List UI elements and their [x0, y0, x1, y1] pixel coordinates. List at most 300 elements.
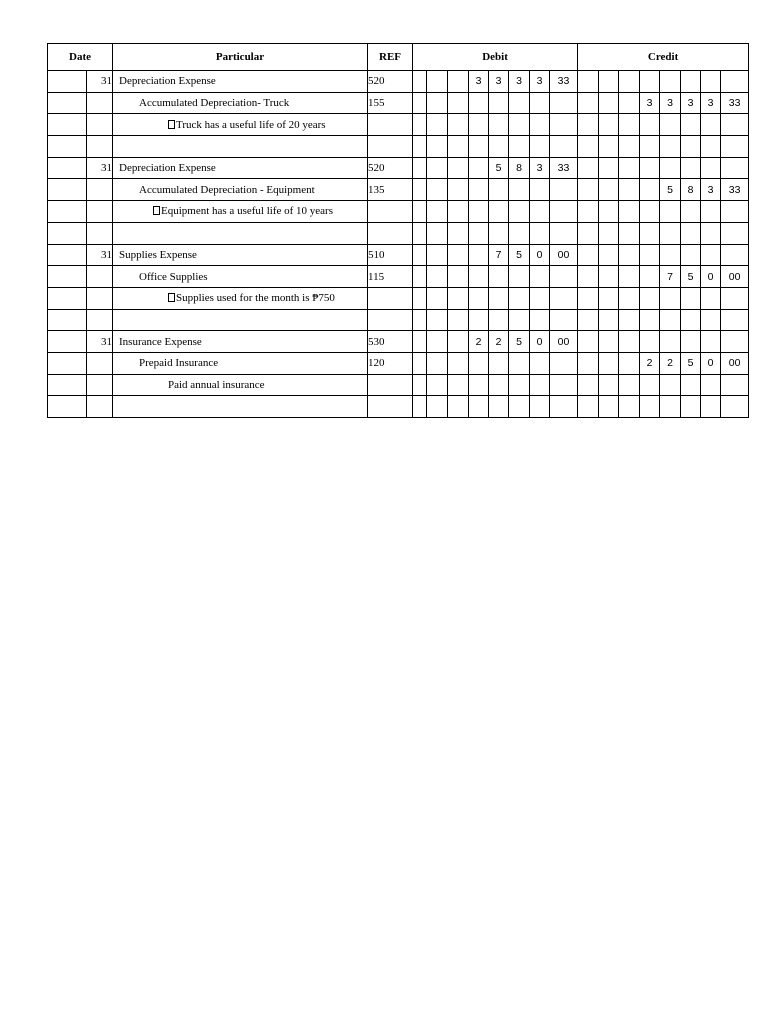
- journal-row: [48, 201, 749, 223]
- month-cell: [48, 201, 87, 223]
- debit-cents-cell: 33: [550, 157, 578, 179]
- debit-digit-cell: [448, 136, 469, 158]
- credit-digit-cell: [660, 309, 681, 331]
- day-cell: [87, 136, 113, 158]
- bullet-box-icon: [168, 293, 175, 302]
- credit-digit-cell: [701, 136, 721, 158]
- debit-digit-cell: [489, 396, 509, 418]
- debit-cents-cell: [550, 179, 578, 201]
- credit-digit-cell: [701, 71, 721, 93]
- ref-cell: [368, 114, 413, 136]
- particular-cell: [113, 287, 368, 309]
- month-cell: [48, 71, 87, 93]
- debit-digit-cell: [448, 157, 469, 179]
- debit-digit-cell: [530, 396, 550, 418]
- debit-digit-cell: 3: [530, 157, 550, 179]
- particular-text: Equipment has a useful life of 10 years: [161, 205, 333, 218]
- journal-row: [48, 71, 749, 93]
- debit-digit-cell: [469, 114, 489, 136]
- debit-digit-cell: 0: [530, 244, 550, 266]
- debit-digit-cell: [530, 266, 550, 288]
- debit-digit-cell: [469, 136, 489, 158]
- credit-cents-cell: [721, 157, 749, 179]
- debit-digit-cell: [448, 222, 469, 244]
- credit-digit-cell: [578, 179, 599, 201]
- debit-digit-cell: 3: [530, 71, 550, 93]
- credit-digit-cell: [660, 136, 681, 158]
- credit-digit-cell: [701, 201, 721, 223]
- credit-digit-cell: [660, 244, 681, 266]
- debit-cents-cell: [550, 374, 578, 396]
- journal-row: [48, 331, 749, 353]
- day-cell: [87, 179, 113, 201]
- debit-digit-cell: [413, 352, 427, 374]
- debit-digit-cell: [530, 114, 550, 136]
- credit-digit-cell: 3: [681, 92, 701, 114]
- credit-digit-cell: [640, 157, 660, 179]
- debit-digit-cell: 3: [469, 71, 489, 93]
- debit-digit-cell: [427, 222, 448, 244]
- debit-digit-cell: [530, 222, 550, 244]
- particular-cell: [113, 374, 368, 396]
- debit-digit-cell: [489, 114, 509, 136]
- journal-row: [48, 352, 749, 374]
- debit-digit-cell: [413, 222, 427, 244]
- credit-digit-cell: [681, 136, 701, 158]
- credit-digit-cell: [599, 114, 619, 136]
- credit-cents-cell: [721, 201, 749, 223]
- debit-digit-cell: [427, 287, 448, 309]
- day-cell: [87, 92, 113, 114]
- header-credit: Credit: [578, 44, 749, 71]
- debit-digit-cell: [489, 201, 509, 223]
- credit-digit-cell: [599, 201, 619, 223]
- credit-digit-cell: [619, 331, 640, 353]
- debit-digit-cell: [489, 179, 509, 201]
- credit-digit-cell: [660, 396, 681, 418]
- debit-digit-cell: [413, 309, 427, 331]
- credit-cents-cell: [721, 71, 749, 93]
- credit-cents-cell: 00: [721, 266, 749, 288]
- credit-cents-cell: [721, 396, 749, 418]
- particular-text: Prepaid Insurance: [139, 357, 219, 370]
- day-cell: [87, 222, 113, 244]
- debit-digit-cell: [530, 201, 550, 223]
- credit-digit-cell: [701, 222, 721, 244]
- credit-digit-cell: [681, 244, 701, 266]
- particular-text: Accumulated Depreciation - Equipment: [139, 183, 315, 196]
- debit-digit-cell: 2: [489, 331, 509, 353]
- credit-digit-cell: [619, 71, 640, 93]
- credit-cents-cell: 33: [721, 92, 749, 114]
- journal-row: [48, 309, 749, 331]
- ref-cell: [368, 136, 413, 158]
- credit-digit-cell: 3: [701, 92, 721, 114]
- ref-cell: [368, 396, 413, 418]
- credit-digit-cell: [681, 157, 701, 179]
- debit-digit-cell: [427, 201, 448, 223]
- debit-digit-cell: [413, 136, 427, 158]
- debit-digit-cell: [509, 287, 530, 309]
- journal-table: [47, 43, 749, 418]
- credit-digit-cell: [640, 136, 660, 158]
- ref-cell: 155: [368, 92, 413, 114]
- ref-cell: 135: [368, 179, 413, 201]
- credit-digit-cell: [619, 179, 640, 201]
- credit-digit-cell: [701, 114, 721, 136]
- credit-digit-cell: [578, 92, 599, 114]
- journal-row: [48, 244, 749, 266]
- header-ref: REF: [368, 44, 413, 71]
- month-cell: [48, 266, 87, 288]
- particular-text: Accumulated Depreciation- Truck: [139, 97, 290, 110]
- credit-digit-cell: 0: [701, 266, 721, 288]
- credit-cents-cell: [721, 244, 749, 266]
- debit-digit-cell: [427, 396, 448, 418]
- credit-digit-cell: 3: [640, 92, 660, 114]
- debit-digit-cell: [469, 309, 489, 331]
- month-cell: [48, 287, 87, 309]
- debit-digit-cell: [469, 374, 489, 396]
- header-date: Date: [48, 44, 113, 71]
- credit-digit-cell: [578, 287, 599, 309]
- debit-cents-cell: [550, 92, 578, 114]
- credit-digit-cell: 5: [660, 179, 681, 201]
- debit-digit-cell: [509, 92, 530, 114]
- debit-cents-cell: [550, 136, 578, 158]
- debit-digit-cell: 7: [489, 244, 509, 266]
- ref-cell: [368, 201, 413, 223]
- credit-digit-cell: [599, 287, 619, 309]
- credit-digit-cell: [599, 71, 619, 93]
- particular-cell: [113, 92, 368, 114]
- credit-digit-cell: 8: [681, 179, 701, 201]
- credit-digit-cell: [599, 374, 619, 396]
- debit-digit-cell: [509, 352, 530, 374]
- month-cell: [48, 222, 87, 244]
- credit-cents-cell: [721, 222, 749, 244]
- credit-digit-cell: [640, 266, 660, 288]
- day-cell: 31: [87, 331, 113, 353]
- debit-digit-cell: [469, 396, 489, 418]
- month-cell: [48, 244, 87, 266]
- credit-digit-cell: [578, 157, 599, 179]
- credit-digit-cell: [681, 114, 701, 136]
- credit-digit-cell: [701, 331, 721, 353]
- credit-digit-cell: 5: [681, 352, 701, 374]
- debit-digit-cell: [489, 222, 509, 244]
- credit-digit-cell: 3: [660, 92, 681, 114]
- debit-digit-cell: [448, 179, 469, 201]
- debit-cents-cell: [550, 352, 578, 374]
- debit-digit-cell: [469, 201, 489, 223]
- debit-digit-cell: [413, 396, 427, 418]
- credit-digit-cell: [681, 374, 701, 396]
- debit-cents-cell: [550, 114, 578, 136]
- credit-cents-cell: [721, 309, 749, 331]
- particular-cell: [113, 244, 368, 266]
- credit-digit-cell: [619, 222, 640, 244]
- debit-digit-cell: 0: [530, 331, 550, 353]
- particular-text: Supplies used for the month is ₱750: [176, 292, 335, 305]
- credit-digit-cell: [640, 114, 660, 136]
- journal-row: [48, 92, 749, 114]
- credit-cents-cell: [721, 136, 749, 158]
- credit-digit-cell: [660, 287, 681, 309]
- credit-digit-cell: [599, 136, 619, 158]
- debit-digit-cell: [413, 179, 427, 201]
- ref-cell: 520: [368, 157, 413, 179]
- credit-digit-cell: [619, 114, 640, 136]
- particular-cell: [113, 396, 368, 418]
- journal-row: [48, 287, 749, 309]
- credit-digit-cell: [701, 157, 721, 179]
- debit-digit-cell: [427, 136, 448, 158]
- debit-digit-cell: [530, 374, 550, 396]
- debit-digit-cell: [413, 244, 427, 266]
- journal-row: [48, 396, 749, 418]
- header-row: [48, 44, 749, 71]
- day-cell: [87, 114, 113, 136]
- credit-digit-cell: [578, 136, 599, 158]
- credit-digit-cell: [660, 201, 681, 223]
- debit-digit-cell: [469, 157, 489, 179]
- credit-digit-cell: [578, 309, 599, 331]
- ref-cell: [368, 309, 413, 331]
- bullet-box-icon: [168, 120, 175, 129]
- credit-digit-cell: [660, 374, 681, 396]
- journal-row: [48, 157, 749, 179]
- debit-digit-cell: [509, 201, 530, 223]
- particular-text: Supplies Expense: [119, 248, 197, 261]
- credit-digit-cell: [701, 396, 721, 418]
- credit-digit-cell: [681, 222, 701, 244]
- credit-digit-cell: [640, 309, 660, 331]
- credit-digit-cell: [599, 244, 619, 266]
- debit-digit-cell: [413, 114, 427, 136]
- credit-digit-cell: [578, 266, 599, 288]
- header-debit: Debit: [413, 44, 578, 71]
- debit-digit-cell: [448, 331, 469, 353]
- debit-digit-cell: [530, 179, 550, 201]
- day-cell: 31: [87, 71, 113, 93]
- credit-digit-cell: [660, 331, 681, 353]
- debit-digit-cell: 3: [509, 71, 530, 93]
- ref-cell: 115: [368, 266, 413, 288]
- credit-digit-cell: [640, 222, 660, 244]
- particular-cell: [113, 331, 368, 353]
- debit-digit-cell: 5: [509, 331, 530, 353]
- debit-digit-cell: [413, 374, 427, 396]
- month-cell: [48, 352, 87, 374]
- debit-cents-cell: [550, 396, 578, 418]
- debit-digit-cell: [509, 374, 530, 396]
- credit-digit-cell: [619, 309, 640, 331]
- debit-digit-cell: [448, 374, 469, 396]
- debit-digit-cell: [427, 266, 448, 288]
- ref-cell: 120: [368, 352, 413, 374]
- debit-digit-cell: [413, 157, 427, 179]
- debit-digit-cell: [448, 114, 469, 136]
- month-cell: [48, 331, 87, 353]
- debit-cents-cell: [550, 222, 578, 244]
- credit-digit-cell: [640, 244, 660, 266]
- debit-digit-cell: [489, 136, 509, 158]
- credit-digit-cell: [701, 374, 721, 396]
- debit-digit-cell: [448, 352, 469, 374]
- ref-cell: 530: [368, 331, 413, 353]
- debit-digit-cell: [427, 71, 448, 93]
- debit-digit-cell: [448, 309, 469, 331]
- debit-digit-cell: 5: [509, 244, 530, 266]
- credit-digit-cell: [599, 179, 619, 201]
- particular-cell: [113, 179, 368, 201]
- credit-digit-cell: [660, 114, 681, 136]
- debit-digit-cell: [427, 352, 448, 374]
- debit-digit-cell: [427, 309, 448, 331]
- debit-digit-cell: [427, 114, 448, 136]
- debit-digit-cell: [469, 266, 489, 288]
- particular-text: Insurance Expense: [119, 335, 202, 348]
- debit-digit-cell: 8: [509, 157, 530, 179]
- debit-digit-cell: 2: [469, 331, 489, 353]
- debit-digit-cell: [427, 92, 448, 114]
- debit-digit-cell: [469, 287, 489, 309]
- credit-digit-cell: [578, 222, 599, 244]
- credit-digit-cell: [599, 352, 619, 374]
- credit-digit-cell: [599, 331, 619, 353]
- debit-cents-cell: [550, 309, 578, 331]
- day-cell: 31: [87, 157, 113, 179]
- debit-digit-cell: [413, 71, 427, 93]
- particular-cell: [113, 201, 368, 223]
- debit-digit-cell: [448, 71, 469, 93]
- ref-cell: 520: [368, 71, 413, 93]
- credit-digit-cell: [619, 266, 640, 288]
- credit-digit-cell: [681, 71, 701, 93]
- debit-cents-cell: 00: [550, 331, 578, 353]
- credit-digit-cell: [619, 136, 640, 158]
- debit-digit-cell: [448, 396, 469, 418]
- debit-digit-cell: [427, 244, 448, 266]
- debit-digit-cell: [489, 374, 509, 396]
- day-cell: [87, 266, 113, 288]
- month-cell: [48, 92, 87, 114]
- month-cell: [48, 374, 87, 396]
- particular-cell: [113, 136, 368, 158]
- credit-digit-cell: 5: [681, 266, 701, 288]
- credit-digit-cell: [619, 374, 640, 396]
- particular-cell: [113, 352, 368, 374]
- day-cell: 31: [87, 244, 113, 266]
- debit-digit-cell: [448, 92, 469, 114]
- debit-digit-cell: [469, 222, 489, 244]
- day-cell: [87, 201, 113, 223]
- credit-digit-cell: [578, 71, 599, 93]
- credit-digit-cell: [681, 287, 701, 309]
- credit-digit-cell: [660, 157, 681, 179]
- month-cell: [48, 136, 87, 158]
- header-particular: Particular: [113, 44, 368, 71]
- journal-row: [48, 179, 749, 201]
- particular-cell: [113, 71, 368, 93]
- credit-cents-cell: [721, 114, 749, 136]
- credit-digit-cell: [578, 244, 599, 266]
- credit-cents-cell: [721, 374, 749, 396]
- debit-digit-cell: [413, 201, 427, 223]
- debit-cents-cell: [550, 266, 578, 288]
- debit-digit-cell: [427, 179, 448, 201]
- debit-digit-cell: [427, 374, 448, 396]
- particular-text: Office Supplies: [139, 270, 208, 283]
- journal-row: [48, 374, 749, 396]
- particular-cell: [113, 222, 368, 244]
- journal-row: [48, 222, 749, 244]
- day-cell: [87, 309, 113, 331]
- debit-digit-cell: [427, 157, 448, 179]
- debit-digit-cell: [530, 287, 550, 309]
- debit-digit-cell: 5: [489, 157, 509, 179]
- particular-cell: [113, 114, 368, 136]
- debit-digit-cell: [469, 244, 489, 266]
- credit-digit-cell: [599, 92, 619, 114]
- debit-digit-cell: [448, 244, 469, 266]
- month-cell: [48, 396, 87, 418]
- debit-digit-cell: [448, 287, 469, 309]
- debit-digit-cell: [469, 352, 489, 374]
- ref-cell: 510: [368, 244, 413, 266]
- debit-digit-cell: [489, 287, 509, 309]
- credit-digit-cell: [578, 374, 599, 396]
- credit-digit-cell: [640, 71, 660, 93]
- debit-digit-cell: [427, 331, 448, 353]
- credit-digit-cell: [599, 266, 619, 288]
- credit-digit-cell: [701, 287, 721, 309]
- month-cell: [48, 179, 87, 201]
- day-cell: [87, 287, 113, 309]
- debit-digit-cell: [489, 266, 509, 288]
- debit-digit-cell: [413, 266, 427, 288]
- debit-digit-cell: [413, 331, 427, 353]
- debit-digit-cell: [509, 396, 530, 418]
- debit-digit-cell: [530, 309, 550, 331]
- credit-digit-cell: [619, 287, 640, 309]
- credit-digit-cell: 2: [640, 352, 660, 374]
- credit-digit-cell: [640, 201, 660, 223]
- debit-cents-cell: [550, 201, 578, 223]
- credit-digit-cell: [640, 331, 660, 353]
- credit-digit-cell: [619, 157, 640, 179]
- particular-cell: [113, 266, 368, 288]
- debit-digit-cell: [448, 201, 469, 223]
- debit-digit-cell: [509, 309, 530, 331]
- credit-digit-cell: [640, 396, 660, 418]
- particular-cell: [113, 157, 368, 179]
- credit-digit-cell: [640, 287, 660, 309]
- credit-digit-cell: [578, 352, 599, 374]
- credit-digit-cell: [578, 331, 599, 353]
- ref-cell: [368, 222, 413, 244]
- credit-digit-cell: [640, 179, 660, 201]
- credit-digit-cell: [701, 244, 721, 266]
- particular-text: Truck has a useful life of 20 years: [176, 118, 326, 131]
- credit-digit-cell: [660, 222, 681, 244]
- journal-row: [48, 136, 749, 158]
- particular-text: Depreciation Expense: [119, 75, 216, 88]
- debit-cents-cell: 33: [550, 71, 578, 93]
- debit-digit-cell: [469, 92, 489, 114]
- debit-digit-cell: [530, 92, 550, 114]
